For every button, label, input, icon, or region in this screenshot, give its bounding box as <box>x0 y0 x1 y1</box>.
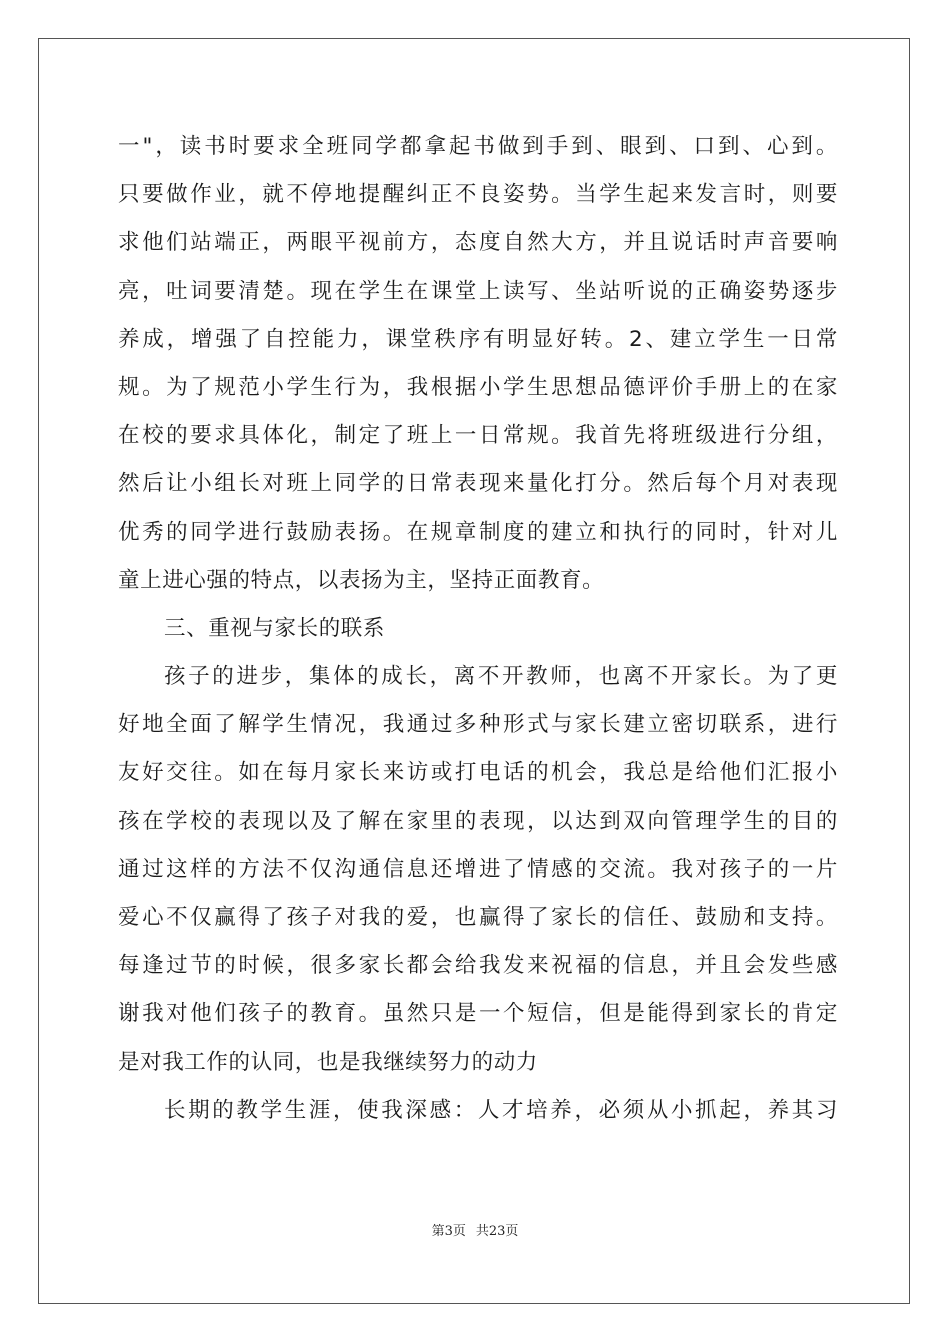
text-line: 是对我工作的认同，也是我继续努力的动力 <box>118 1049 538 1075</box>
page-total: 共23页 <box>475 1224 519 1239</box>
text-line: 一"，读书时要求全班同学都拿起书做到手到、眼到、口到、心到。 <box>118 134 838 159</box>
text-line: 求他们站端正，两眼平视前方，态度自然大方，并且说话时声音要响 <box>118 230 838 256</box>
body-text <box>118 123 838 1135</box>
text-line: 只要做作业，就不停地提醒纠正不良姿势。当学生起来发言时，则要 <box>118 182 838 208</box>
text-line: 养成，增强了自控能力，课堂秩序有明显好转。2、建立学生一日常 <box>118 326 838 352</box>
text-line: 孩在学校的表现以及了解在家里的表现，以达到双向管理学生的目的 <box>118 808 838 834</box>
text-line: 每逢过节的时候，很多家长都会给我发来祝福的信息，并且会发些感 <box>118 953 838 979</box>
text-line: 爱心不仅赢得了孩子对我的爱，也赢得了家长的信任、鼓励和支持。 <box>118 905 838 930</box>
page-number: 第3页 <box>431 1224 466 1239</box>
page-footer <box>0 1220 950 1239</box>
text-line: 然后让小组长对班上同学的日常表现来量化打分。然后每个月对表现 <box>118 471 838 497</box>
text-line: 在校的要求具体化，制定了班上一日常规。我首先将班级进行分组， <box>118 423 838 449</box>
text-line: 童上进心强的特点，以表扬为主，坚持正面教育。 <box>118 567 605 593</box>
paragraph-first-line: 长期的教学生涯，使我深感：人才培养，必须从小抓起，养其习 <box>164 1097 838 1123</box>
text-line: 优秀的同学进行鼓励表扬。在规章制度的建立和执行的同时，针对儿 <box>118 519 838 545</box>
text-line: 友好交往。如在每月家长来访或打电话的机会，我总是给他们汇报小 <box>118 760 838 786</box>
paragraph-first-line: 孩子的进步，集体的成长，离不开教师，也离不开家长。为了更 <box>164 664 838 690</box>
section-heading: 三、重视与家长的联系 <box>164 615 386 641</box>
text-line: 规。为了规范小学生行为，我根据小学生思想品德评价手册上的在家 <box>118 374 838 400</box>
text-line: 通过这样的方法不仅沟通信息还增进了情感的交流。我对孩子的一片 <box>118 856 838 882</box>
text-line: 谢我对他们孩子的教育。虽然只是一个短信，但是能得到家长的肯定 <box>118 1001 838 1027</box>
text-line: 好地全面了解学生情况，我通过多种形式与家长建立密切联系，进行 <box>118 712 838 738</box>
text-line: 亮，吐词要清楚。现在学生在课堂上读写、坐站听说的正确姿势逐步 <box>118 278 838 304</box>
